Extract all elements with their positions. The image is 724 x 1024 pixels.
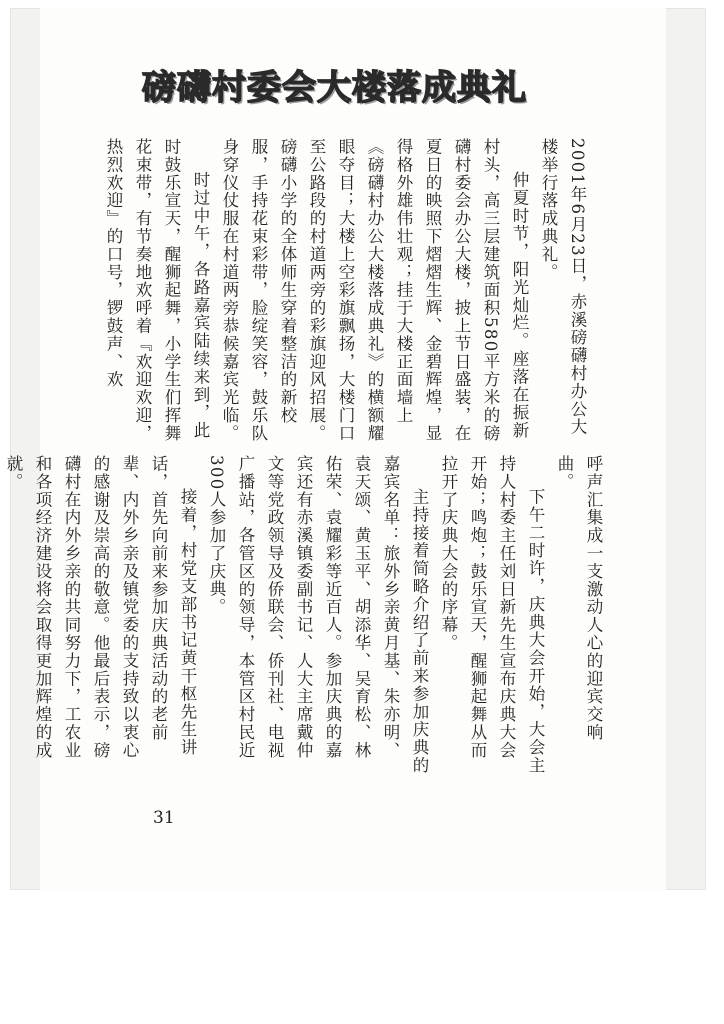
paragraph-speech: 接着，村党支部书记黄干枢先生讲话，首先向前来参加庆典活动的老前辈、内外乡亲及镇党委的支持致以衷心的感谢及崇高的敬意。他最后表示，磅礴村在内外乡亲的共同努力下，工农业和各项经济建设将会取得更加辉煌的成就。 [4,455,197,760]
article-column-lower [4,455,608,775]
paragraph-arrival: 时过中午，各路嘉宾陆续来到，此时鼓乐宣天，醒狮起舞，小学生们挥舞花束带，有节奏地欢呼着『欢迎欢迎，热烈欢迎』的口号，锣鼓声、欢 [104,138,210,443]
page-number: 31 [153,808,175,828]
article-title: 磅礴村委会大楼落成典礼 [142,68,527,108]
paragraph-guests: 主持接着简略介绍了前来参加庆典的嘉宾名单：旅外乡亲黄月基、朱亦明、袁天颂、黄玉平、胡添华、吴育松、林佑荣、袁耀彩等近百人。参加庆典的嘉宾还有赤溪镇委副书记、人大主席戴仲文等党政领导及侨联会、侨刊社、电视广播站，各管区的领导，本管区村民近300人参加了庆典。 [207,455,429,775]
paragraph-scene: 仲夏时节，阳光灿烂。座落在振新村头，高三层建筑面积580平方米的磅礴村委会办公大楼，披上节日盛装，在夏日的映照下熠熠生辉、金碧辉煌，显得格外雄伟壮观；挂于大楼正面墙上《磅礴村办公大楼落成典礼》的横额耀眼夺目；大楼上空彩旗飘扬，大楼门口至公路段的村道两旁的彩旗迎风招展。磅礴小学的全体师生穿着整洁的新校服，手持花束彩带，脸绽笑容，鼓乐队身穿仪仗服在村道两旁恭候嘉宾光临。 [220,138,529,443]
paragraph-date: 2001年6月23日，赤溪磅礴村办公大楼举行落成典礼。 [539,138,587,437]
article-column-upper [104,138,592,443]
paragraph-continuation: 呼声汇集成一支激动人心的迎宾交响曲。 [555,455,603,742]
paragraph-ceremony-start: 下午二时许，庆典大会开始，大会主持人村委主任刘日新先生宣布庆典大会开始；鸣炮；鼓乐宣天，醒狮起舞从而拉开了庆典大会的序幕。 [439,455,545,775]
